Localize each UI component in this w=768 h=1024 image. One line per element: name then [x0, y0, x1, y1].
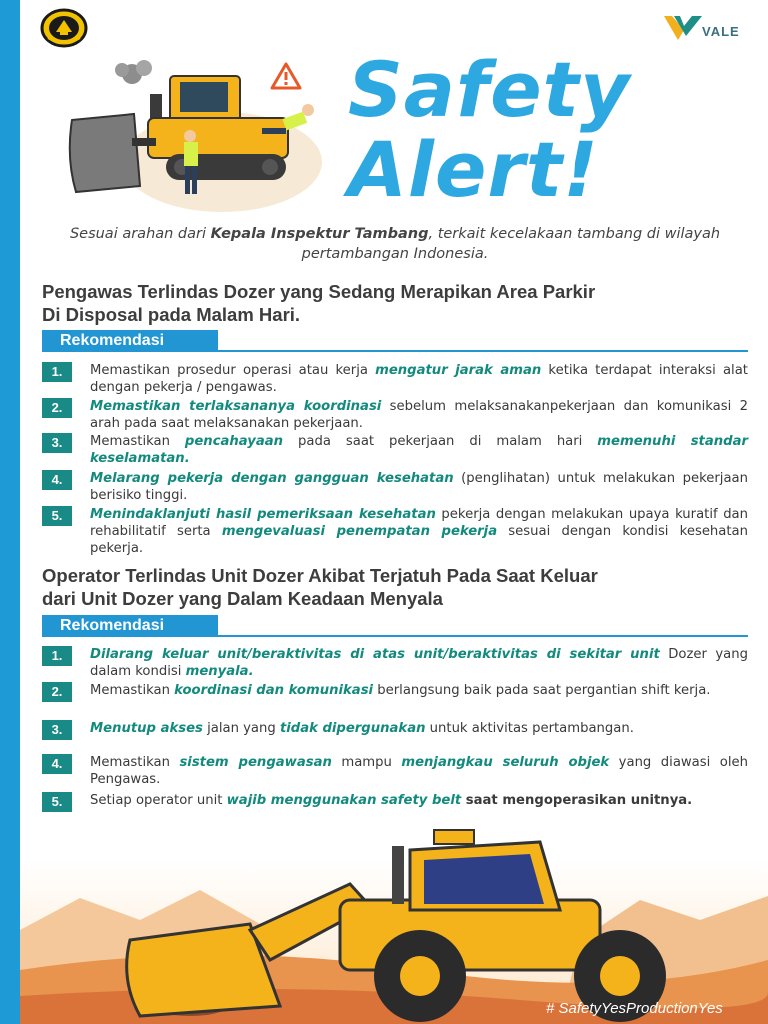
section2-heading-line2: dari Unit Dozer yang Dalam Keadaan Menyala [42, 588, 443, 609]
plain-text: sebelum melaksanakanpekerjaan dan komunikasi 2 arah pada saat melaksanakan pekerjaan. [90, 399, 748, 431]
highlighted-text: Dilarang keluar unit/beraktivitas di atas unit/beraktivitas di sekitar unit [90, 647, 660, 662]
item-text [90, 470, 748, 504]
highlighted-text: Memastikan terlaksananya koordinasi [90, 399, 382, 414]
plain-text: yang diawasi oleh Pengawas. [90, 755, 748, 787]
highlighted-text: tidak dipergunakan [279, 721, 426, 736]
subtitle-bold: Kepala Inspektur Tambang [210, 226, 429, 242]
plain-text: pekerja dengan melakukan upaya kuratif dan rehabilitatif serta [90, 507, 749, 539]
plain-text: sesuai dengan kondisi kesehatan pekerja. [90, 524, 748, 556]
hashtag: # SafetyYesProductionYes [546, 1000, 723, 1017]
plain-text: Memastikan [90, 683, 175, 698]
subtitle [30, 224, 760, 264]
plain-text: Dozer yang dalam kondisi [90, 647, 748, 679]
plain-text: saat mengoperasikan unitnya. [461, 793, 693, 808]
item-number-badge: 5. [42, 792, 72, 812]
item-text [90, 792, 748, 809]
section1-heading-line1: Pengawas Terlindas Dozer yang Sedang Merapikan Area Parkir [42, 281, 596, 302]
highlighted-text: pencahayaan [184, 434, 284, 449]
section1-heading-line2: Di Disposal pada Malam Hari. [42, 304, 301, 325]
section1-heading [42, 280, 742, 326]
plain-text: Memastikan [90, 434, 185, 449]
item-number-badge: 4. [42, 754, 72, 774]
item-text [90, 433, 748, 467]
left-accent-bar [0, 0, 20, 1024]
plain-text: pada saat pekerjaan di malam hari [283, 434, 598, 449]
section1-recommendation-label: Rekomendasi [42, 330, 218, 352]
plain-text: (penglihatan) untuk melakukan pekerjaan berisiko tinggi. [90, 471, 748, 503]
plain-text: Setiap operator unit [90, 793, 227, 808]
plain-text: mampu [331, 755, 402, 770]
vale-logo-icon [664, 14, 754, 42]
highlighted-text: mengatur jarak aman [375, 363, 542, 378]
section2-heading [42, 564, 742, 610]
highlighted-text: menyala. [185, 664, 254, 679]
section2-heading-line1: Operator Terlindas Unit Dozer Akibat Terjatuh Pada Saat Keluar [42, 565, 598, 586]
subtitle-post: , terkait kecelakaan tambang di wilayah pertambangan Indonesia. [301, 226, 721, 262]
item-text [90, 506, 748, 557]
plain-text: Memastikan prosedur operasi atau kerja [90, 363, 376, 378]
section1-recommendation-divider [218, 350, 748, 352]
highlighted-text: Menutup akses [90, 721, 203, 736]
subtitle-pre: Sesuai arahan dari [69, 226, 211, 242]
plain-text: berlangsung baik pada saat pergantian shift kerja. [373, 683, 711, 698]
wheel-loader-illustration [20, 820, 768, 1024]
item-text [90, 720, 748, 737]
brand-name: VALE [702, 24, 740, 39]
item-number-badge: 4. [42, 470, 72, 490]
section2-recommendation-label: Rekomendasi [42, 615, 218, 637]
item-text [90, 754, 748, 788]
highlighted-text: wajib menggunakan safety belt [226, 793, 462, 808]
item-number-badge: 1. [42, 362, 72, 382]
item-number-badge: 3. [42, 720, 72, 740]
plain-text: untuk aktivitas pertambangan. [425, 721, 634, 736]
plain-text: ketika terdapat interaksi alat dengan pekerja / pengawas. [90, 363, 748, 395]
plain-text: Memastikan [90, 755, 180, 770]
highlighted-text: Menindaklanjuti hasil pemeriksaan kesehatan [90, 507, 436, 522]
item-number-badge: 2. [42, 398, 72, 418]
title-line-2: Alert! [348, 125, 599, 214]
highlighted-text: menjangkau seluruh objek [401, 755, 610, 770]
hero-dozer-illustration [62, 58, 330, 220]
warning-triangle-icon [270, 62, 302, 90]
esdm-emblem-icon [40, 8, 88, 48]
item-number-badge: 3. [42, 433, 72, 453]
item-text [90, 646, 748, 680]
highlighted-text: memenuhi standar keselamatan. [90, 434, 748, 466]
page-title [348, 45, 748, 214]
item-number-badge: 2. [42, 682, 72, 702]
item-number-badge: 1. [42, 646, 72, 666]
highlighted-text: koordinasi dan komunikasi [174, 683, 374, 698]
highlighted-text: sistem pengawasan [179, 755, 332, 770]
item-text [90, 682, 748, 699]
highlighted-text: mengevaluasi penempatan pekerja [221, 524, 498, 539]
item-text [90, 398, 748, 432]
highlighted-text: Melarang pekerja dengan gangguan kesehatan [90, 471, 454, 486]
item-number-badge: 5. [42, 506, 72, 526]
section2-recommendation-divider [218, 635, 748, 637]
item-text [90, 362, 748, 396]
title-line-1: Safety [348, 45, 631, 134]
plain-text: jalan yang [202, 721, 280, 736]
